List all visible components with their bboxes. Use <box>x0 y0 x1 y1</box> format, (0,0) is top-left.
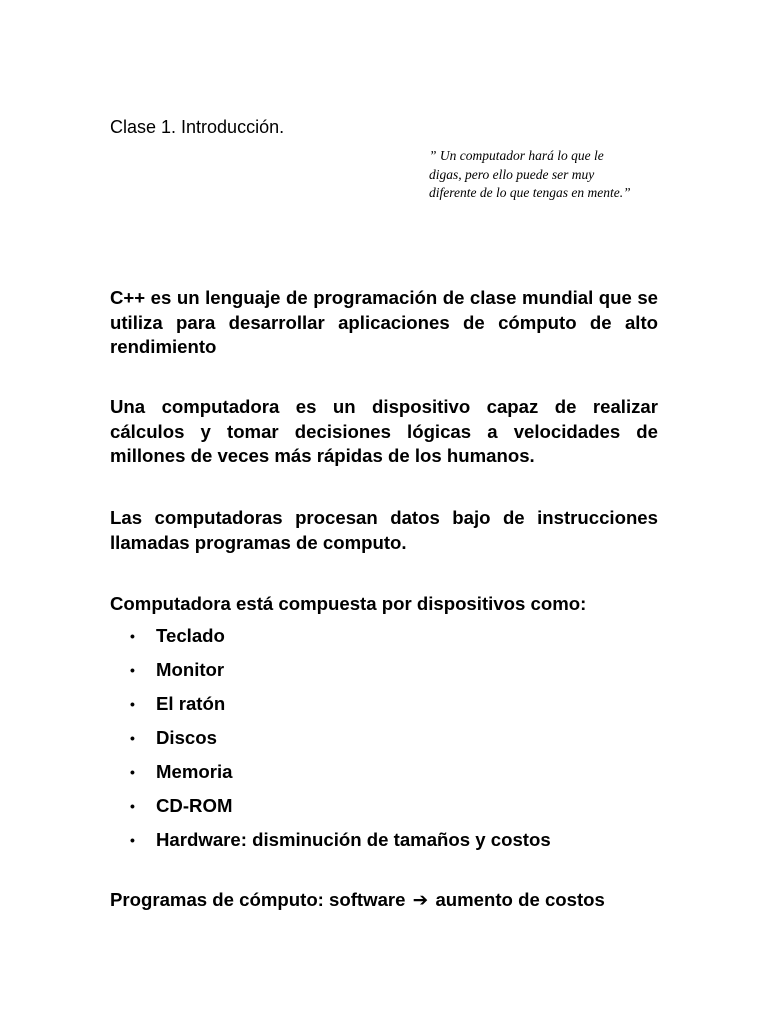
closing-left-text: Programas de cómputo: software <box>110 889 406 910</box>
bullet-icon: • <box>130 662 135 678</box>
bullet-icon: • <box>130 832 135 848</box>
bullet-icon: • <box>130 628 135 644</box>
closing-right-text: aumento de costos <box>435 889 605 910</box>
device-list <box>110 622 551 860</box>
list-item-label: El ratón <box>156 693 226 714</box>
epigraph-quote: ” Un computador hará lo que le digas, pero ello puede ser muy diferente de lo que tengas en mente.” <box>429 148 631 200</box>
document-title: Clase 1. Introducción. <box>110 117 285 137</box>
list-item-label: CD-ROM <box>156 795 233 816</box>
list-item <box>110 826 551 860</box>
bullet-icon: • <box>130 764 135 780</box>
list-item <box>110 724 551 758</box>
list-item <box>110 690 551 724</box>
bullet-icon: • <box>130 696 135 712</box>
list-item-label: Monitor <box>156 659 225 680</box>
list-item-label: Discos <box>156 727 217 748</box>
paragraph-computer-definition: Una computadora es un dispositivo capaz de realizar cálculos y tomar decisiones lógicas a velocidades de millones de veces más rápidas de los humanos. <box>110 396 658 466</box>
bullet-icon: • <box>130 798 135 814</box>
list-item <box>110 792 551 826</box>
paragraph-devices-intro: Computadora está compuesta por dispositivos como: <box>110 593 587 614</box>
list-item <box>110 656 551 690</box>
paragraph-cpp-definition: C++ es un lenguaje de programación de clase mundial que se utiliza para desarrollar aplicaciones de cómputo de alto rendimiento <box>110 287 658 357</box>
closing-line <box>110 888 605 914</box>
list-item-label: Teclado <box>156 625 225 646</box>
list-item <box>110 622 551 656</box>
bullet-icon: • <box>130 730 135 746</box>
list-item-label: Hardware: disminución de tamaños y costos <box>156 829 551 850</box>
list-item-label: Memoria <box>156 761 233 782</box>
paragraph-programs: Las computadoras procesan datos bajo de instrucciones llamadas programas de computo. <box>110 507 658 553</box>
arrow-right-icon: ➔ <box>412 890 429 911</box>
list-item <box>110 758 551 792</box>
